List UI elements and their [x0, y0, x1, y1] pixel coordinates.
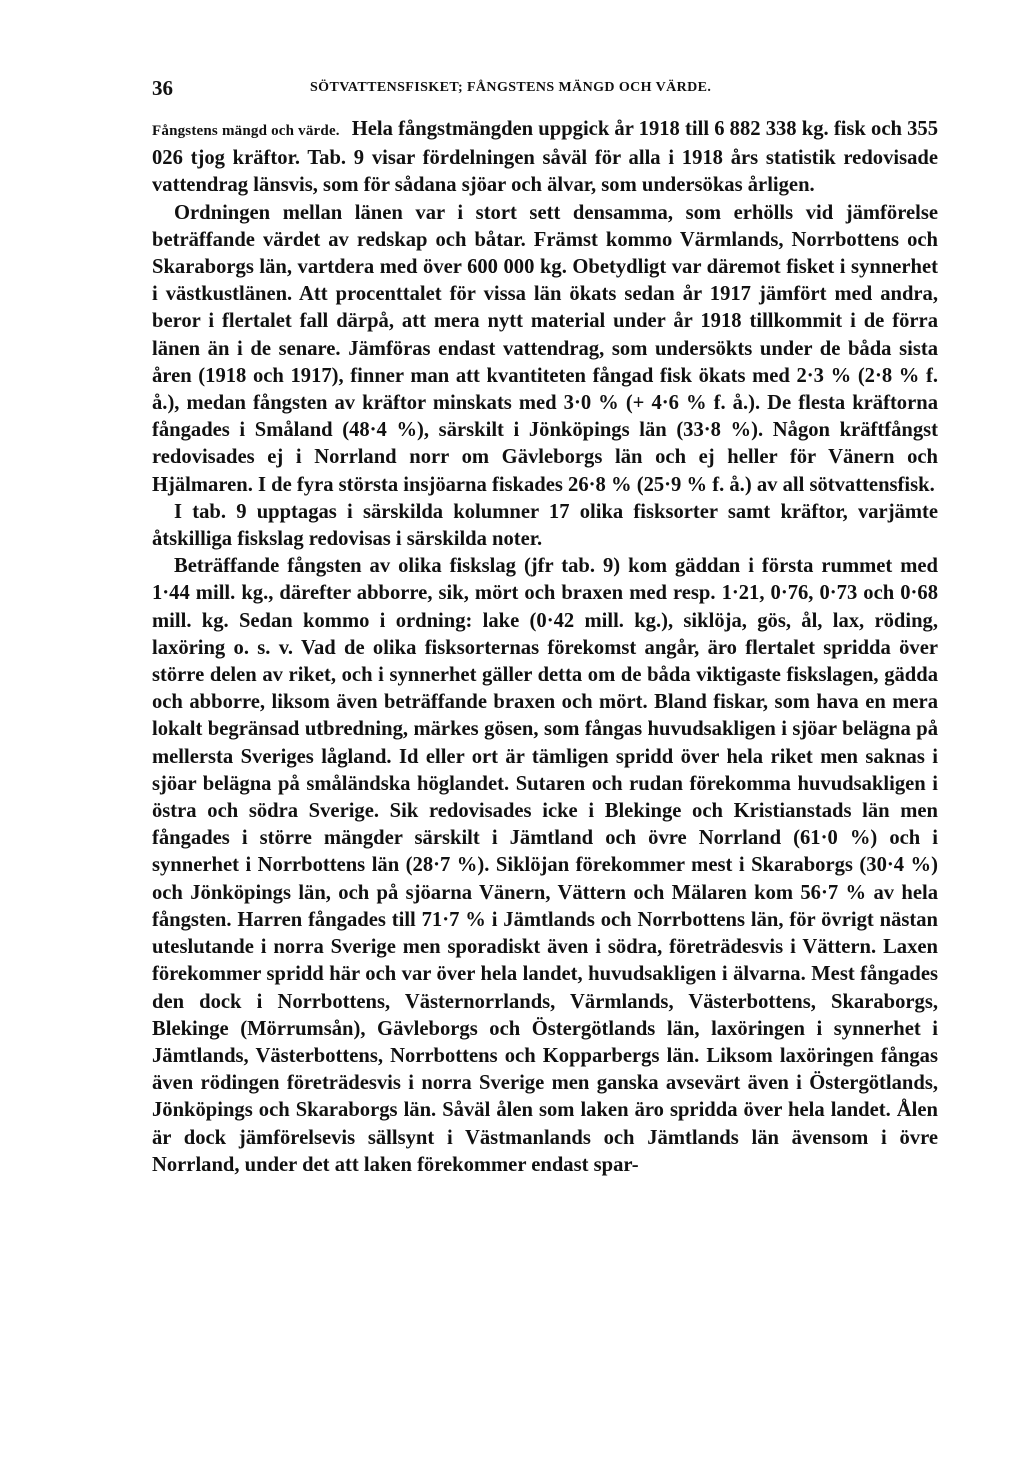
paragraph-4 [152, 553, 938, 1179]
paragraph-text: I tab. 9 upptagas i särskilda kolumner 17 olika fisksorter samt kräftor, varjämte åtskilliga fiskslag redovisas i särskilda noter. [152, 500, 938, 551]
paragraph-text: Beträffande fångsten av olika fiskslag (jfr tab. 9) kom gäddan i första rummet med 1·44 mill. kg., därefter abborre, sik, mört och braxen med resp. 1·21, 0·76, 0·73 och 0·68 mill. kg. Sedan kommo i ordning: lake (0·42 mill. kg.), siklöja, gös, ål, lax, röding, laxöring o. s. v. Vad de olika fisksorternas förekomst angår, äro flertalet spridda över större delen av riket, och i synnerhet gäller detta om de båda viktigaste fiskslagen, gädda och abborre, liksom även beträffande braxen och mört. Bland fiskar, som hava en mera lokalt begränsad utbredning, märkes gösen, som fångas huvudsakligen i sjöar belägna på mellersta Sveriges lågland. Id eller ort är tämligen spridd över hela riket men saknas i sjöar belägna på småländska höglandet. Sutaren och rudan förekomma huvudsakligen i östra och södra Sverige. Sik redovisades icke i Blekinge och Kristianstads län men fångades i större mängder särskilt i Jämtland och övre Norrland (61·0 %) och i synnerhet i Norrbottens län (28·7 %). Siklöjan förekommer mest i Skaraborgs (30·4 %) och Jönköpings län, och på sjöarna Vänern, Vättern och Mälaren kom 56·7 % av hela fångsten. Harren fångades till 71·7 % i Jämtlands och Norrbottens län, för övrigt nästan uteslutande i norra Sverige men sporadiskt även i södra, företrädesvis i Vättern. Laxen förekommer spridd här och var över hela landet, huvudsakligen i älvarna. Mest fångades den dock i Norrbottens, Västernorrlands, Värmlands, Västerbottens, Skaraborgs, Blekinge (Mörrumsån), Gävleborgs och Östergötlands län, laxöringen i synnerhet i Jämtlands, Västerbottens, Norrbottens och Kopparbergs län. Liksom laxöringen fångas även rödingen företrädesvis i norra Sverige men ganska avsevärt även i Östergötlands, Jönköpings och Skaraborgs län. Såväl ålen som laken äro spridda över hela landet. Ålen är dock jämförelsevis sällsynt i Västmanlands och Jämtlands län ävensom i övre Norrland, under det att laken förekommer endast spar- [152, 555, 938, 1176]
running-head: SÖTVATTENSFISKET; FÅNGSTENS MÄNGD OCH VÄRDE. [310, 80, 712, 95]
paragraph-text: Hela fångstmängden uppgick år 1918 till 6 882 338 kg. fisk och 355 026 tjog kräftor. Tab. 9 visar fördelningen såväl för alla i 1918 års statistik redovisade vattendrag länsvis, som för sådana sjöar och älvar, som undersökas årligen. [152, 118, 938, 197]
page-header [152, 76, 952, 104]
paragraph-1 [152, 116, 938, 200]
body-text [152, 116, 938, 1179]
page-number: 36 [152, 76, 173, 100]
paragraph-3 [152, 499, 938, 553]
paragraph-2 [152, 200, 938, 499]
side-heading: Fångstens mängd och värde. [152, 123, 340, 139]
paragraph-text: Ordningen mellan länen var i stort sett densamma, som erhölls vid jämförelse beträffande värdet av redskap och båtar. Främst kommo Värmlands, Norrbottens och Skaraborgs län, vartdera med över 600 000 kg. Obetydligt var däremot fisket i synnerhet i västkustlänen. Att procenttalet för vissa län ökats sedan år 1917 jämfört med andra, beror i flertalet fall därpå, att mera nytt material under år 1918 tillkommit i de förra länen än i de senare. Jämföras endast vattendrag, som undersökts under de båda sista åren (1918 och 1917), finner man att kvantiteten fångad fisk ökats med 2·3 % (2·8 % f. å.), medan fångsten av kräftor minskats med 3·0 % (+ 4·6 % f. å.). De flesta kräftorna fångades i Småland (48·4 %), särskilt i Jönköpings län (33·8 %). Någon kräftfångst redovisades ej i Norrland norr om Gävleborgs län och ej heller för Vänern och Hjälmaren. I de fyra största insjöarna fiskades 26·8 % (25·9 % f. å.) av all sötvattensfisk. [152, 201, 938, 496]
